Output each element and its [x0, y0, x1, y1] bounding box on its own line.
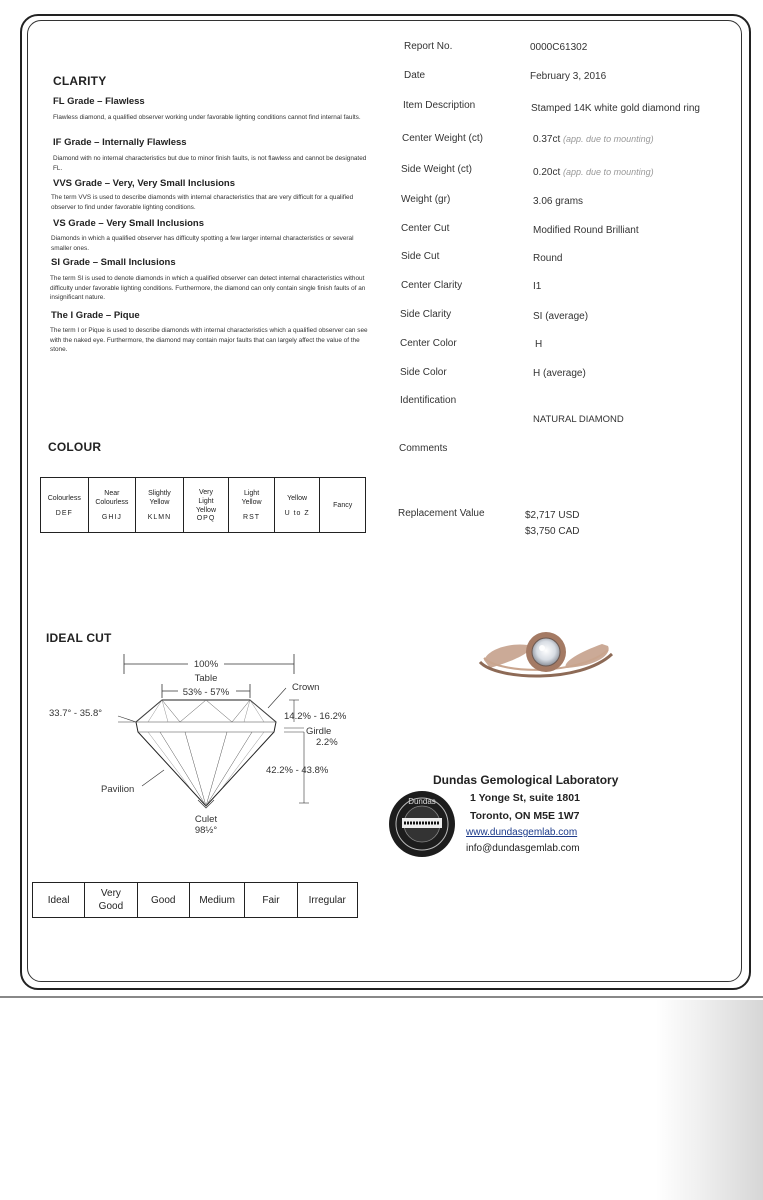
seal-text: Dundas: [408, 797, 436, 806]
clarity-grade-fl: FL Grade – Flawless: [53, 96, 145, 107]
weight-gr-label: Weight (gr): [401, 194, 451, 205]
clarity-desc-vs: Diamonds in which a qualified observer has difficulty spotting a few larger internal characteristics or several smaller ones.: [51, 235, 354, 252]
colour-name: Very Light Yellow: [196, 489, 216, 514]
crown-height-label: 14.2% - 16.2%: [284, 711, 347, 722]
cut-grade-cell: Irregular: [297, 883, 357, 918]
side-cut-value: Round: [533, 253, 563, 264]
colour-codes: OPQ: [196, 515, 216, 522]
item-description-label: Item Description: [403, 100, 476, 111]
table-range-label: 53% - 57%: [182, 687, 230, 698]
cut-grade-cell: Fair: [245, 883, 297, 918]
report-no-value: 0000C61302: [530, 42, 588, 53]
clarity-desc-if: Diamond with no internal characteristics but due to minor finish faults, is not flawless and cannot be designated FL.: [53, 155, 367, 172]
colour-cell: [183, 478, 229, 533]
side-weight-number: 0.20ct: [533, 167, 561, 178]
report-no-label: Report No.: [404, 41, 453, 52]
lab-website-link[interactable]: www.dundasgemlab.com: [466, 827, 578, 838]
replacement-value-label: Replacement Value: [398, 508, 485, 519]
side-cut-label: Side Cut: [401, 251, 440, 262]
colour-cell: [229, 478, 275, 533]
colour-cell: [320, 478, 366, 533]
center-cut-label: Center Cut: [401, 223, 450, 234]
colour-codes: RST: [243, 514, 261, 521]
identification-label: Identification: [400, 395, 457, 406]
clarity-grade-si: SI Grade – Small Inclusions: [51, 257, 176, 268]
cut-grade-table: [32, 882, 358, 918]
cut-grade-cell: Very Good: [85, 883, 137, 918]
page-edge-line: [0, 996, 763, 998]
culet-value: 98½°: [194, 825, 218, 836]
colour-codes: DEF: [55, 509, 73, 517]
item-description-value: Stamped 14K white gold diamond ring: [531, 103, 700, 114]
girdle-label: Girdle: [306, 726, 332, 737]
clarity-desc-vvs: The term VVS is used to describe diamonds with internal characteristics that are very difficult for a qualified observer to find under favorable lighting conditions.: [51, 194, 354, 211]
cut-grade-cell: Good: [137, 883, 189, 918]
lab-address-line2: Toronto, ON M5E 1W7: [470, 810, 580, 822]
colour-scale-table: [40, 477, 366, 533]
side-color-value: H (average): [533, 368, 586, 379]
side-clarity-label: Side Clarity: [400, 309, 452, 320]
crown-label: Crown: [292, 682, 320, 693]
replacement-value-usd: $2,717 USD: [525, 510, 580, 521]
clarity-desc-i: The term I or Pique is used to describe diamonds with internal characteristics which a qualified observer can see with the naked eye. Furthermore, the diamond may contain major faults that can largely affect the value of the stone.: [50, 327, 368, 354]
diamond-proportions-diagram: [40, 648, 370, 840]
replacement-value-cad: $3,750 CAD: [525, 526, 580, 537]
colour-name: Colourless: [47, 494, 81, 502]
center-weight-number: 0.37ct: [533, 134, 561, 145]
center-color-label: Center Color: [400, 338, 457, 349]
clarity-desc-si: The term SI is used to denote diamonds in which a qualified observer can detect internal characteristics without difficulty under favorable lighting conditions. Furthermore, the diamond can only contain single finish faults of an insignificant nature.: [50, 275, 366, 302]
date-label: Date: [404, 70, 426, 81]
center-weight-value: [533, 134, 654, 145]
clarity-desc-fl: Flawless diamond, a qualified observer working under favorable lighting conditions cannot find internal faults.: [53, 114, 361, 121]
comments-label: Comments: [399, 443, 448, 454]
colour-codes: KLMN: [147, 514, 172, 521]
identification-value: NATURAL DIAMOND: [533, 414, 624, 425]
date-value: February 3, 2016: [530, 71, 607, 82]
cut-grade-cell: Ideal: [33, 883, 85, 918]
colour-cell: [274, 478, 320, 533]
pavilion-depth-label: 42.2% - 43.8%: [266, 765, 329, 776]
lab-address-line1: 1 Yonge St, suite 1801: [470, 792, 580, 804]
girdle-value: 2.2%: [316, 737, 338, 748]
colour-codes: GHIJ: [101, 514, 122, 521]
clarity-heading: CLARITY: [53, 74, 107, 88]
table-label: Table: [194, 673, 218, 684]
ideal-cut-heading: IDEAL CUT: [46, 631, 112, 645]
center-clarity-label: Center Clarity: [401, 280, 463, 291]
side-weight-note: (app. due to mounting): [563, 167, 654, 177]
crown-angle-label: 33.7° - 35.8°: [49, 708, 103, 719]
colour-cell: [41, 478, 89, 533]
center-cut-value: Modified Round Brilliant: [533, 225, 639, 236]
pavilion-label: Pavilion: [101, 784, 135, 795]
total-width-label: 100%: [193, 659, 219, 670]
weight-gr-value: 3.06 grams: [533, 196, 584, 207]
colour-cell: [88, 478, 136, 533]
side-weight-label: Side Weight (ct): [401, 164, 472, 175]
ring-photo: [470, 618, 620, 690]
clarity-grade-vvs: VVS Grade – Very, Very Small Inclusions: [53, 178, 235, 189]
cut-grade-cell: Medium: [189, 883, 245, 918]
lab-seal-logo: [386, 788, 458, 860]
side-color-label: Side Color: [400, 367, 447, 378]
colour-name: Near Colourless: [95, 490, 129, 506]
center-color-value: H: [535, 339, 543, 350]
scan-shadow: [655, 1000, 763, 1200]
colour-cell: [136, 478, 184, 533]
side-clarity-value: SI (average): [533, 311, 589, 322]
center-clarity-value: I1: [533, 281, 542, 292]
colour-name: Fancy: [333, 501, 353, 509]
center-weight-note: (app. due to mounting): [563, 134, 654, 144]
colour-codes: U to Z: [284, 509, 310, 517]
clarity-grade-vs: VS Grade – Very Small Inclusions: [53, 218, 205, 229]
colour-name: Slightly Yellow: [148, 490, 171, 506]
lab-name: Dundas Gemological Laboratory: [433, 773, 619, 787]
culet-label: Culet: [194, 814, 218, 825]
colour-name: Light Yellow: [241, 490, 262, 506]
lab-email[interactable]: info@dundasgemlab.com: [466, 843, 580, 854]
colour-name: Yellow: [287, 494, 308, 502]
clarity-grade-i: The I Grade – Pique: [51, 310, 140, 321]
clarity-grade-if: IF Grade – Internally Flawless: [53, 137, 187, 148]
colour-heading: COLOUR: [48, 440, 102, 454]
center-weight-label: Center Weight (ct): [402, 133, 483, 144]
side-weight-value: [533, 167, 654, 178]
